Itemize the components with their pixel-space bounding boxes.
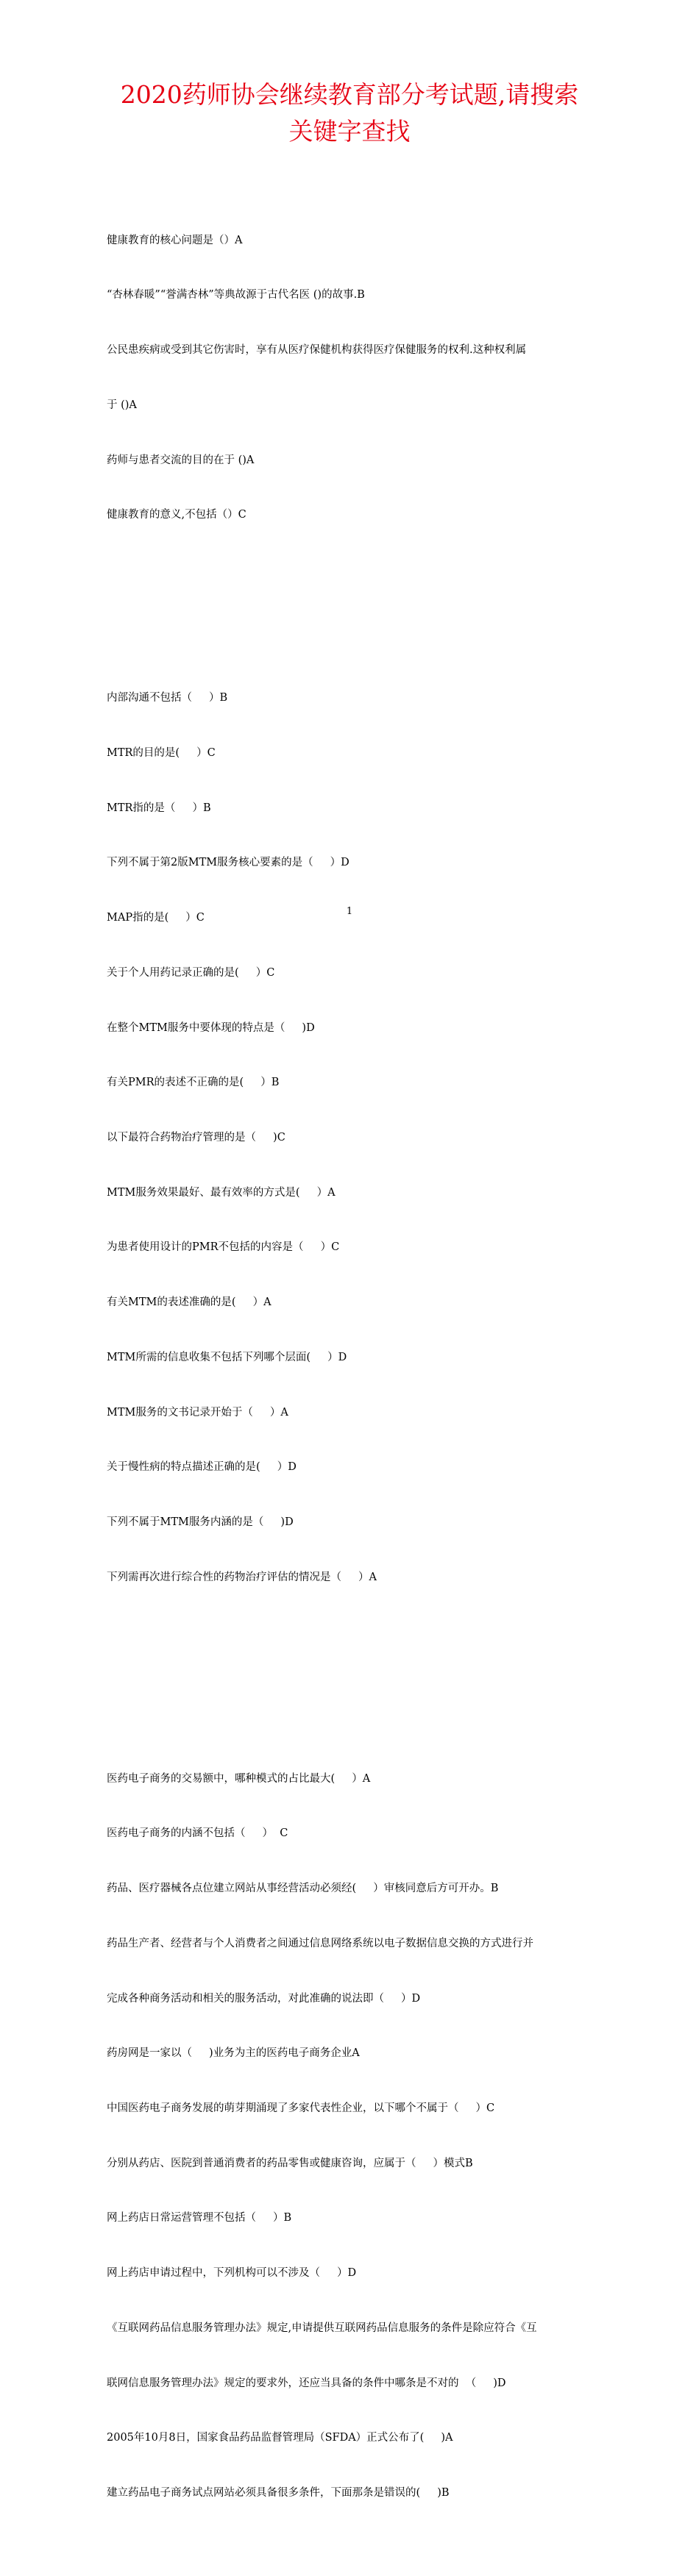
question-line: 2005年10月8日，国家食品药品监督管理局（SFDA）正式公布了( )A <box>107 2432 453 2444</box>
section-health-education <box>107 195 600 561</box>
question-line: 网上药店日常运营管理不包括（ ）B <box>107 2212 292 2224</box>
title-line-2: 关键字查找 <box>288 117 411 146</box>
question-line: 内部沟通不包括（ ）B <box>107 692 228 704</box>
question-line: 网上药店申请过程中，下列机构可以不涉及（ ）D <box>107 2267 357 2280</box>
question-line: 有关PMR的表述不正确的是( ）B <box>107 1077 280 1089</box>
question-line: 医药电子商务的交易额中，哪种模式的占比最大( ）A <box>107 1772 371 1785</box>
question-line: 药师与患者交流的目的在于 ()A <box>107 454 255 466</box>
question-line: MTM服务效果最好、最有效率的方式是( ）A <box>107 1186 336 1199</box>
page-number: 1 <box>346 906 353 917</box>
question-line: MAP指的是( ）C <box>107 912 205 924</box>
question-line: 下列不属于MTM服务内涵的是（ )D <box>107 1516 294 1529</box>
question-line: 关于个人用药记录正确的是( ）C <box>107 966 275 979</box>
question-line: 公民患疾病或受到其它伤害时，享有从医疗保健机构获得医疗保健服务的权利.这种权利属 <box>107 344 527 357</box>
question-line: MTR指的是（ ）B <box>107 802 211 814</box>
question-line: 《互联网药品信息服务管理办法》规定,申请提供互联网药品信息服务的条件是除应符合《互 <box>107 2322 537 2334</box>
section-ecommerce <box>107 1733 600 2539</box>
question-line: 药品、医疗器械各点位建立网站从事经营活动必须经( ）审核同意后方可开办。B <box>107 1883 499 1895</box>
blank-line <box>107 1660 600 1696</box>
question-line: 分别从药店、医院到普通消费者的药品零售或健康咨询，应属于（ ）模式B <box>107 2157 473 2169</box>
question-line: 健康教育的核心问题是（）A <box>107 234 243 246</box>
question-line: 药品生产者、经营者与个人消费者之间通过信息网络系统以电子数据信息交换的方式进行并 <box>107 1937 533 1949</box>
question-line: 关于慢性病的特点描述正确的是( ）D <box>107 1461 297 1474</box>
question-line: MTM所需的信息收集不包括下列哪个层面( ）D <box>107 1351 347 1363</box>
section-mtm <box>107 652 600 1623</box>
question-line: 下列需再次进行综合性的药物治疗评估的情况是（ ）A <box>107 1571 377 1583</box>
question-line: 联网信息服务管理办法》规定的要求外，还应当具备的条件中哪条是不对的 （ )D <box>107 2377 506 2389</box>
question-line: 为患者使用设计的PMR不包括的内容是（ ）C <box>107 1241 340 1254</box>
question-line: 医药电子商务的内涵不包括（ ） C <box>107 1827 288 1840</box>
question-line: 在整个MTM服务中要体现的特点是（ )D <box>107 1021 315 1034</box>
blank-line <box>107 598 600 616</box>
document-title <box>44 76 655 150</box>
question-line: 药房网是一家以（ )业务为主的医药电子商务企业A <box>107 2047 360 2060</box>
question-list <box>107 158 600 2576</box>
question-line: 有关MTM的表述准确的是( ）A <box>107 1296 272 1309</box>
question-line: 以下最符合药物治疗管理的是（ )C <box>107 1132 285 1144</box>
title-line-1: 2020药师协会继续教育部分考试题,请搜索 <box>120 80 579 109</box>
question-line: 完成各种商务活动和相关的服务活动，对此准确的说法即（ ）D <box>107 1992 421 2005</box>
question-line: 中国医药电子商务发展的萌芽期涌现了多家代表性企业，以下哪个不属于（ ）C <box>107 2102 495 2115</box>
question-line: 于 ()A <box>107 399 137 411</box>
question-line: “杏林春暖”“誉满杏林”等典故源于古代名医 ()的故事.B <box>107 289 365 302</box>
question-line: 健康教育的意义,不包括（）C <box>107 509 246 521</box>
question-line: 下列不属于第2版MTM服务核心要素的是（ ）D <box>107 857 350 869</box>
question-line: MTR的目的是( ）C <box>107 746 216 759</box>
question-line: MTM服务的文书记录开始于（ ）A <box>107 1406 288 1419</box>
question-line: 建立药品电子商务试点网站必须具备很多条件，下面那条是错误的( )B <box>107 2487 450 2500</box>
